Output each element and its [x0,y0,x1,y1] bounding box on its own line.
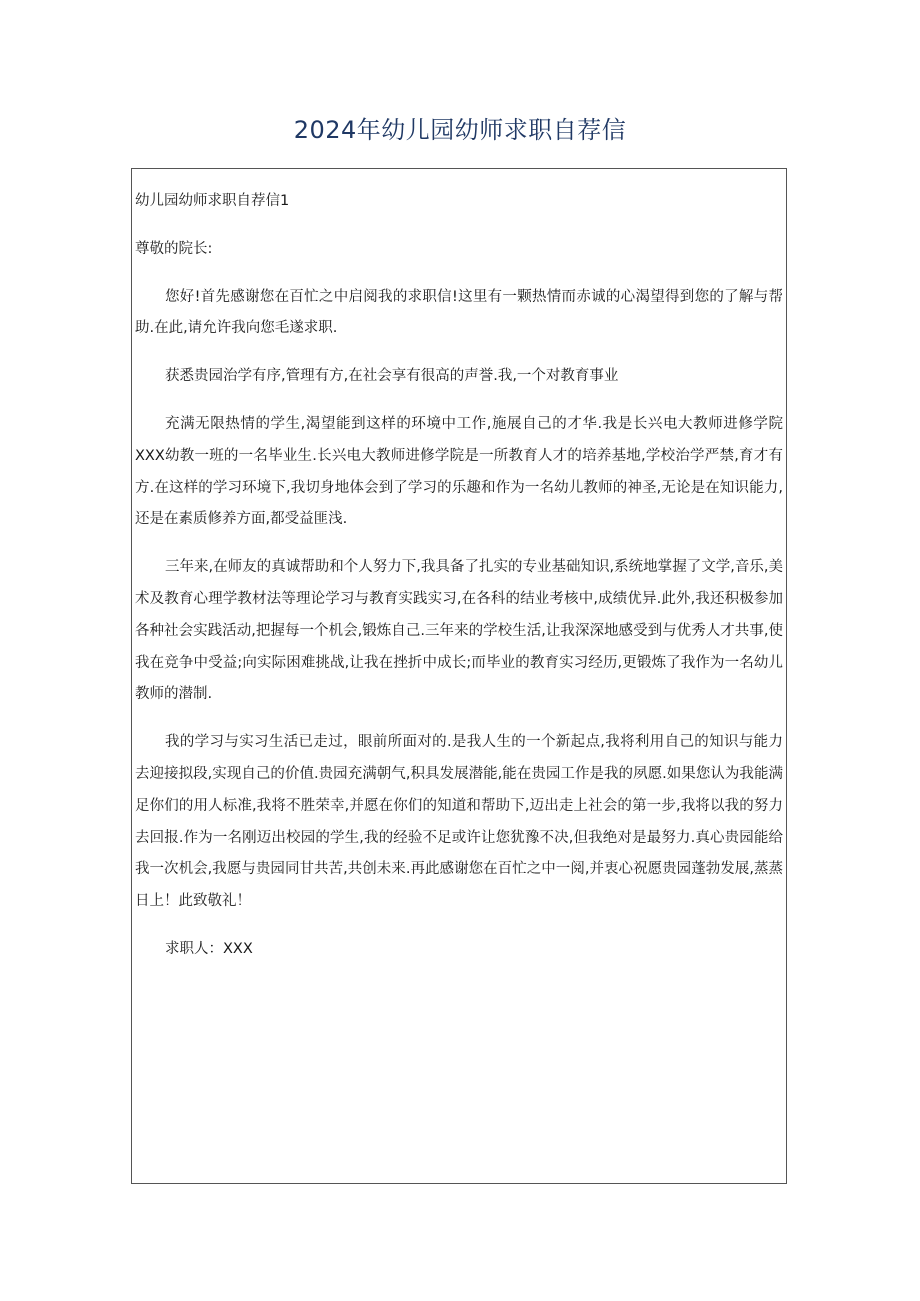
letter-body [135,186,783,982]
letter-paragraph-4: 三年来,在师友的真诚帮助和个人努力下,我具备了扎实的专业基础知识,系统地掌握了文学,音乐,美术及教育心理学教材法等理论学习与教育实践实习,在各科的结业考核中,成绩优异.此外,我还积极参加各种社会实践活动,把握每一个机会,锻炼自己.三年来的学校生活,让我深深地感受到与优秀人才共事,使我在竞争中受益;向实际困难挑战,让我在挫折中成长;而毕业的教育实习经历,更锻炼了我作为一名幼儿教师的潜制. [135,559,783,703]
letter-paragraph-3: 充满无限热情的学生,渴望能到这样的环境中工作,施展自己的才华.我是长兴电大教师进修学院XXX幼教一班的一名毕业生.长兴电大教师进修学院是一所教育人才的培养基地,学校治学严禁,育才有方.在这样的学习环境下,我切身地体会到了学习的乐趣和作为一名幼儿教师的神圣,无论是在知识能力,还是在素质修养方面,都受益匪浅. [135,415,783,528]
letter-heading: 幼儿园幼师求职自荐信1 [135,193,290,209]
letter-paragraph-2: 获悉贵园治学有序,管理有方,在社会享有很高的声誉.我,一个对教育事业 [165,368,619,385]
letter-salutation: 尊敬的院长: [135,240,213,257]
letter-signature: 求职人：XXX [165,940,253,957]
letter-paragraph-5: 我的学习与实习生活已走过，眼前所面对的.是我人生的一个新起点,我将利用自己的知识与能力去迎接拟段,实现自己的价值.贵园充满朝气,积具发展潜能,能在贵园工作是我的夙愿.如果您认为我能满足你们的用人标准,我将不胜荣幸,并愿在你们的知道和帮助下,迈出走上社会的第一步,我将以我的努力去回报.作为一名刚迈出校园的学生,我的经验不足或许让您犹豫不决,但我绝对是最努力.真心贵园能给我一次机会,我愿与贵园同甘共苦,共创未来.再此感谢您在百忙之中一阅,并衷心祝愿贵园蓬勃发展,蒸蒸日上！此致敬礼！ [135,734,783,910]
letter-paragraph-1: 您好!首先感谢您在百忙之中启阅我的求职信!这里有一颗热情而赤诚的心渴望得到您的了解与帮助.在此,请允许我向您毛遂求职. [135,288,783,337]
page-title: 2024年幼儿园幼师求职自荐信 [293,116,627,144]
